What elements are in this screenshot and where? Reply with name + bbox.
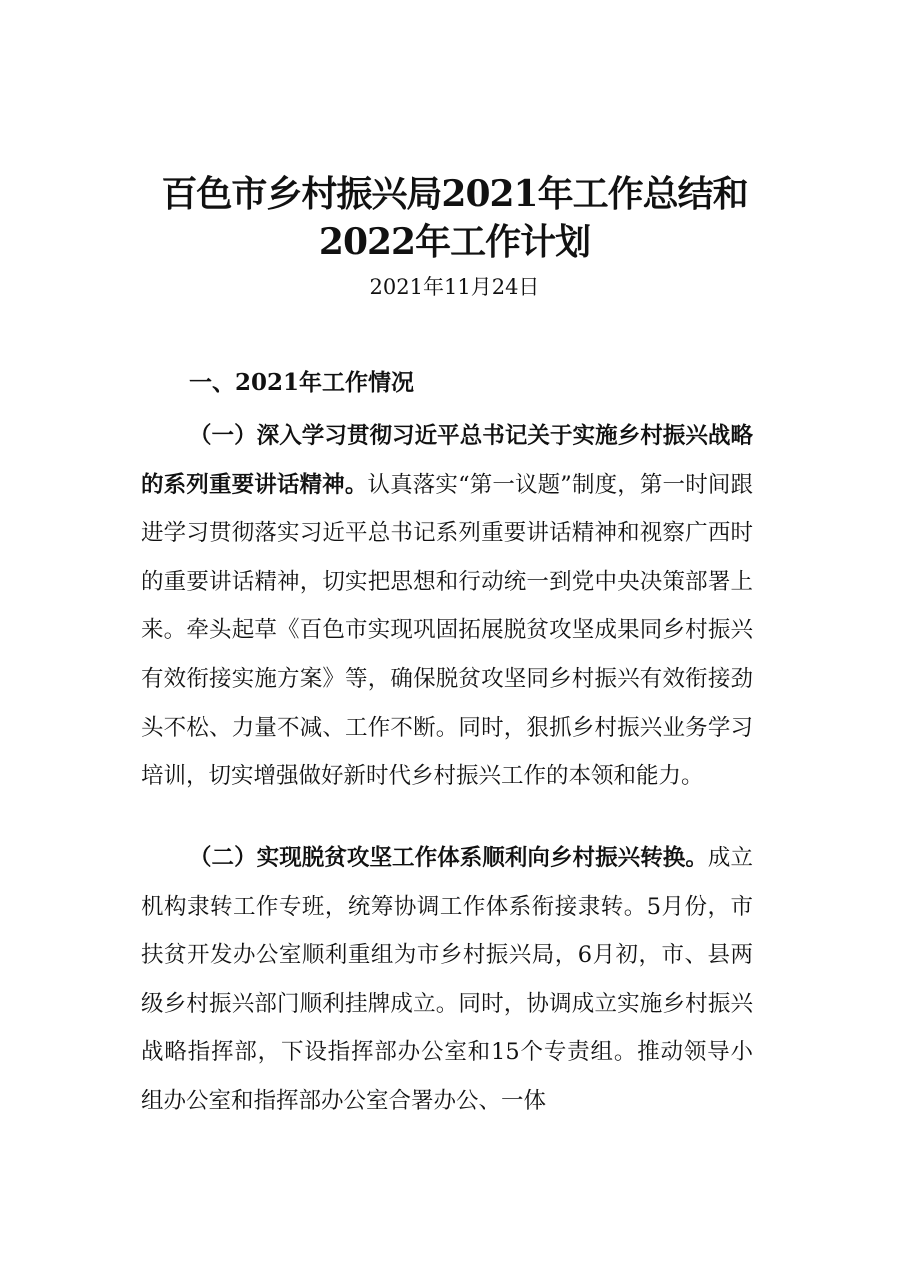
section-heading: 一、2021年工作情况 [189, 369, 415, 396]
paragraph-2-text: 成立机构隶转工作专班，统筹协调工作体系衔接隶转。5月份，市扶贫开发办公室顺利重组为市乡村振兴局，6月初，市、县两级乡村振兴部门顺利挂牌成立。同时，协调成立实施乡村振兴战略指挥部，下设指挥部办公室和15个专责组。推动领导小组办公室和指挥部办公室合署办公、一体 [141, 845, 753, 1114]
document-title-line2: 2022年工作计划 [318, 221, 591, 263]
paragraph-2 [141, 834, 753, 1126]
document-title-line1: 百色市乡村振兴局2021年工作总结和 [161, 173, 748, 215]
paragraph-1 [141, 412, 753, 801]
paragraph-1-text: 认真落实“第一议题”制度，第一时间跟进学习贯彻落实习近平总书记系列重要讲话精神和视察广西时的重要讲话精神，切实把思想和行动统一到党中央决策部署上来。牵头起草《百色市实现巩固拓展脱贫攻坚成果同乡村振兴有效衔接实施方案》等，确保脱贫攻坚同乡村振兴有效衔接劲头不松、力量不减、工作不断。同时，狠抓乡村振兴业务学习培训，切实增强做好新时代乡村振兴工作的本领和能力。 [141, 471, 753, 790]
paragraph-1-lead: （一）深入学习贯彻习近平总书记关于实施乡村振兴战略的系列重要讲话精神。 [141, 423, 753, 498]
paragraph-2-lead: （二）实现脱贫攻坚工作体系顺利向乡村振兴转换。 [189, 845, 708, 871]
document-date: 2021年11月24日 [369, 275, 540, 299]
